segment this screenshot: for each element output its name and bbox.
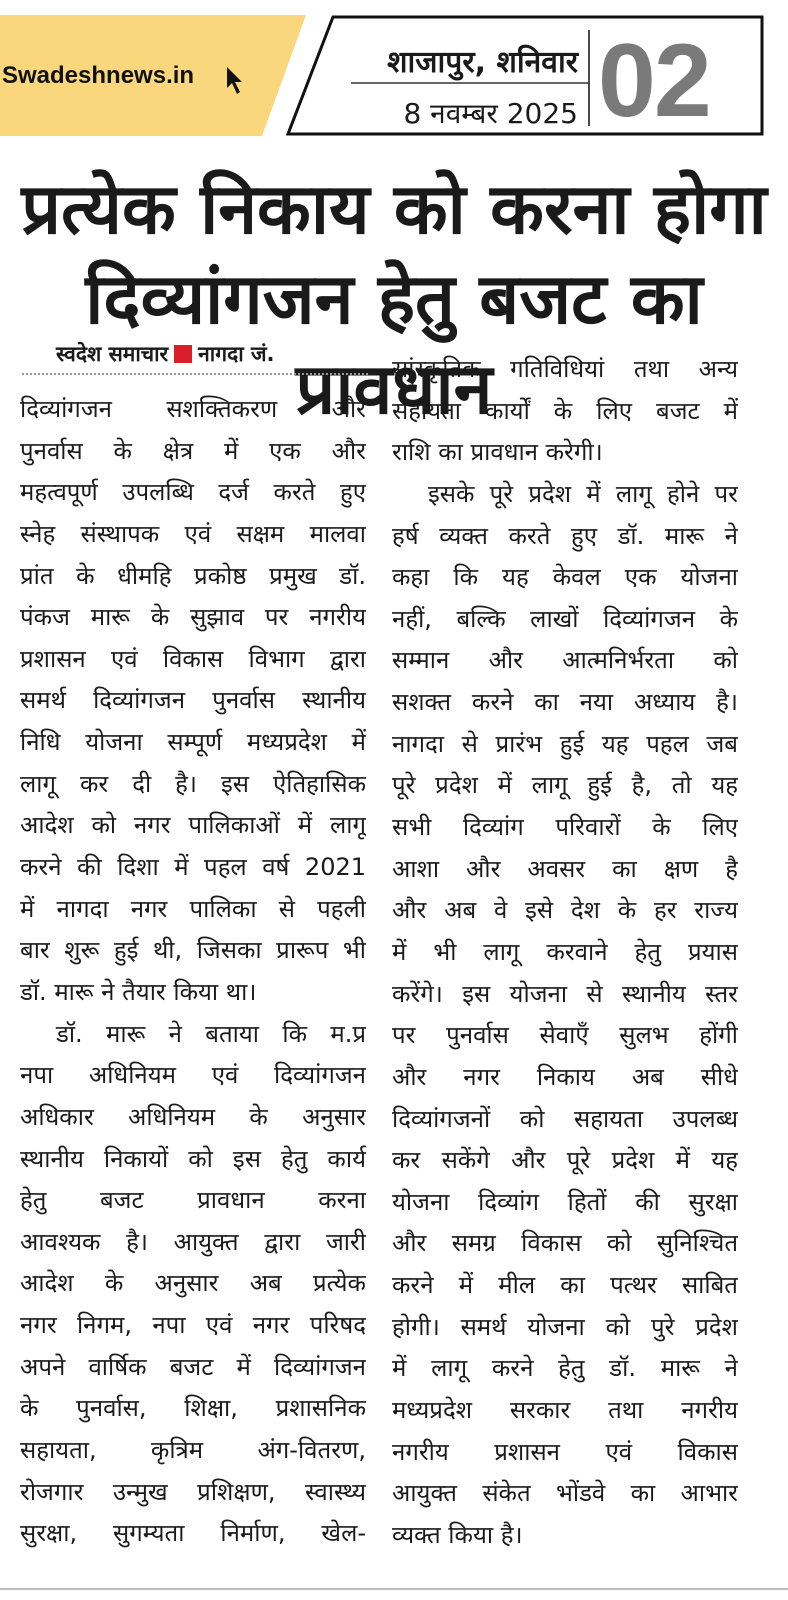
byline-agency: स्वदेश समाचार <box>56 342 169 366</box>
article-text-line: दिव्यांगजनों को सहायता उपलब्ध <box>392 1104 738 1133</box>
article-text-line: प्रांत के धीमहि प्रकोष्ठ प्रमुख डॉ. <box>20 561 366 590</box>
article-text-line: कहा कि यह केवल एक योजना <box>392 563 738 592</box>
article-text-line: आदेश को नगर पालिकाओं में लागू <box>20 811 366 840</box>
article-text-line: के पुनर्वास, शिक्षा, प्रशासनिक <box>20 1394 366 1423</box>
article-text-line: और अब वे इसे देश के हर राज्य <box>392 896 738 925</box>
issue-date: 8 नवम्बर 2025 <box>403 97 578 130</box>
article-text-line: आयुक्त संकेत भोंडवे का आभार <box>392 1479 738 1508</box>
article-text-line: नगरीय प्रशासन एवं विकास <box>392 1437 738 1466</box>
article-text-line: स्नेह संस्थापक एवं सक्षम मालवा <box>20 519 366 548</box>
article-text-line: व्यक्त किया है। <box>392 1520 523 1549</box>
byline <box>56 340 275 368</box>
article-text-line: लागू कर दी है। इस ऐतिहासिक <box>20 769 366 798</box>
article-text-line: अधिकार अधिनियम के अनुसार <box>20 1102 366 1131</box>
article-text-line: निधि योजना सम्पूर्ण मध्यप्रदेश में <box>20 728 366 757</box>
byline-divider <box>22 373 368 375</box>
article-text-line: करने में मील का पत्थर साबित <box>392 1271 738 1300</box>
article-text-line: सहायता, कृत्रिम अंग-वितरण, <box>20 1436 366 1465</box>
article-text-line: कर सकेंगे और पूरे प्रदेश में यह <box>392 1146 738 1175</box>
site-name[interactable]: Swadeshnews.in <box>2 62 195 89</box>
byline-place: नागदा जं. <box>198 342 275 366</box>
article-text-line: सम्मान और आत्मनिर्भरता को <box>392 646 738 675</box>
article-text-line: योजना दिव्यांग हितों की सुरक्षा <box>392 1187 738 1216</box>
article-text-line: डॉ. मारू ने बताया कि म.प्र <box>56 1019 366 1048</box>
article-text-line: पर पुनर्वास सेवाएँ सुलभ होंगी <box>392 1021 738 1050</box>
article-text-line: होगी। समर्थ योजना को पुरे प्रदेश <box>392 1312 738 1341</box>
article-text-line: डॉ. मारू ने तैयार किया था। <box>20 977 257 1006</box>
article-text-line: हेतु बजट प्रावधान करना <box>20 1186 366 1215</box>
article-column-right <box>392 349 738 1557</box>
article-text-line: पूरे प्रदेश में लागू हुई है, तो यह <box>392 771 738 800</box>
article-text-line: में नागदा नगर पालिका से पहली <box>20 894 366 923</box>
article-text-line: पंकज मारू के सुझाव पर नगरीय <box>20 603 366 632</box>
byline-marker-icon <box>174 345 192 363</box>
article-text-line: नागदा से प्रारंभ हुई यह पहल जब <box>392 729 738 758</box>
article-text-line: करने की दिशा में पहल वर्ष 2021 <box>20 853 366 882</box>
article-text-line: नहीं, बल्कि लाखों दिव्यांगजन के <box>392 604 738 633</box>
article-text-line: सभी दिव्यांग परिवारों के लिए <box>392 813 738 842</box>
headline-line-2: दिव्यांगजन हेतु बजट का प्रावधान <box>85 258 703 430</box>
article-text-line: सशक्त करने का नया अध्याय है। <box>392 688 738 717</box>
article-text-line: और समग्र विकास को सुनिश्चित <box>392 1229 738 1258</box>
article-text-line: राशि का प्रावधान करेगी। <box>392 438 603 467</box>
article-text-line: अपने वार्षिक बजट में दिव्यांगजन <box>20 1352 366 1381</box>
article-text-line: महत्वपूर्ण उपलब्धि दर्ज करते हुए <box>20 478 366 507</box>
article-text-line: और नगर निकाय अब सीधे <box>392 1062 738 1091</box>
article-text-line: आवश्यक है। आयुक्त द्वारा जारी <box>20 1227 366 1256</box>
article-text-line: में लागू करने हेतु डॉ. मारू ने <box>392 1354 738 1383</box>
article-text-line: सहायता कार्यों के लिए बजट में <box>392 396 738 425</box>
article-text-line: बार शुरू हुई थी, जिसका प्रारूप भी <box>20 936 366 965</box>
article-text-line: सुरक्षा, सुगम्यता निर्माण, खेल- <box>20 1519 366 1548</box>
article-text-line: दिव्यांगजन सशक्तिकरण और <box>20 395 366 423</box>
article-text-line: इसके पूरे प्रदेश में लागू होने पर <box>428 479 738 508</box>
article-column-left <box>20 389 366 1555</box>
article-text-line: पुनर्वास के क्षेत्र में एक और <box>20 436 366 465</box>
article-text-line: आदेश के अनुसार अब प्रत्येक <box>20 1269 366 1298</box>
article-text-line: समर्थ दिव्यांगजन पुनर्वास स्थानीय <box>20 686 366 715</box>
article-text-line: रोजगार उन्मुख प्रशिक्षण, स्वास्थ्य <box>20 1477 366 1506</box>
article-text-line: नगर निगम, नपा एवं नगर परिषद <box>20 1311 366 1340</box>
article-text-line: करेंगे। इस योजना से स्थानीय स्तर <box>392 979 738 1008</box>
article-text-line: प्रशासन एवं विकास विभाग द्वारा <box>20 644 366 673</box>
page-bottom-rule <box>0 1588 788 1590</box>
headline-line-1: प्रत्येक निकाय को करना होगा <box>21 168 767 250</box>
article-text-line: आशा और अवसर का क्षण है <box>392 854 738 883</box>
article-text-line: स्थानीय निकायों को इस हेतु कार्य <box>20 1144 366 1173</box>
article-text-line: सांस्कृतिक गतिविधियां तथा अन्य <box>392 355 738 383</box>
city-day: शाजापुर, शनिवार <box>387 45 578 80</box>
article-text-line: मध्यप्रदेश सरकार तथा नगरीय <box>392 1396 738 1425</box>
article-text-line: नपा अधिनियम एवं दिव्यांगजन <box>20 1061 366 1090</box>
article-text-line: में भी लागू करवाने हेतु प्रयास <box>392 937 738 966</box>
cursor-arrow-icon <box>226 66 246 96</box>
page-number: 02 <box>598 23 710 139</box>
article-text-line: हर्ष व्यक्त करते हुए डॉ. मारू ने <box>392 521 738 550</box>
